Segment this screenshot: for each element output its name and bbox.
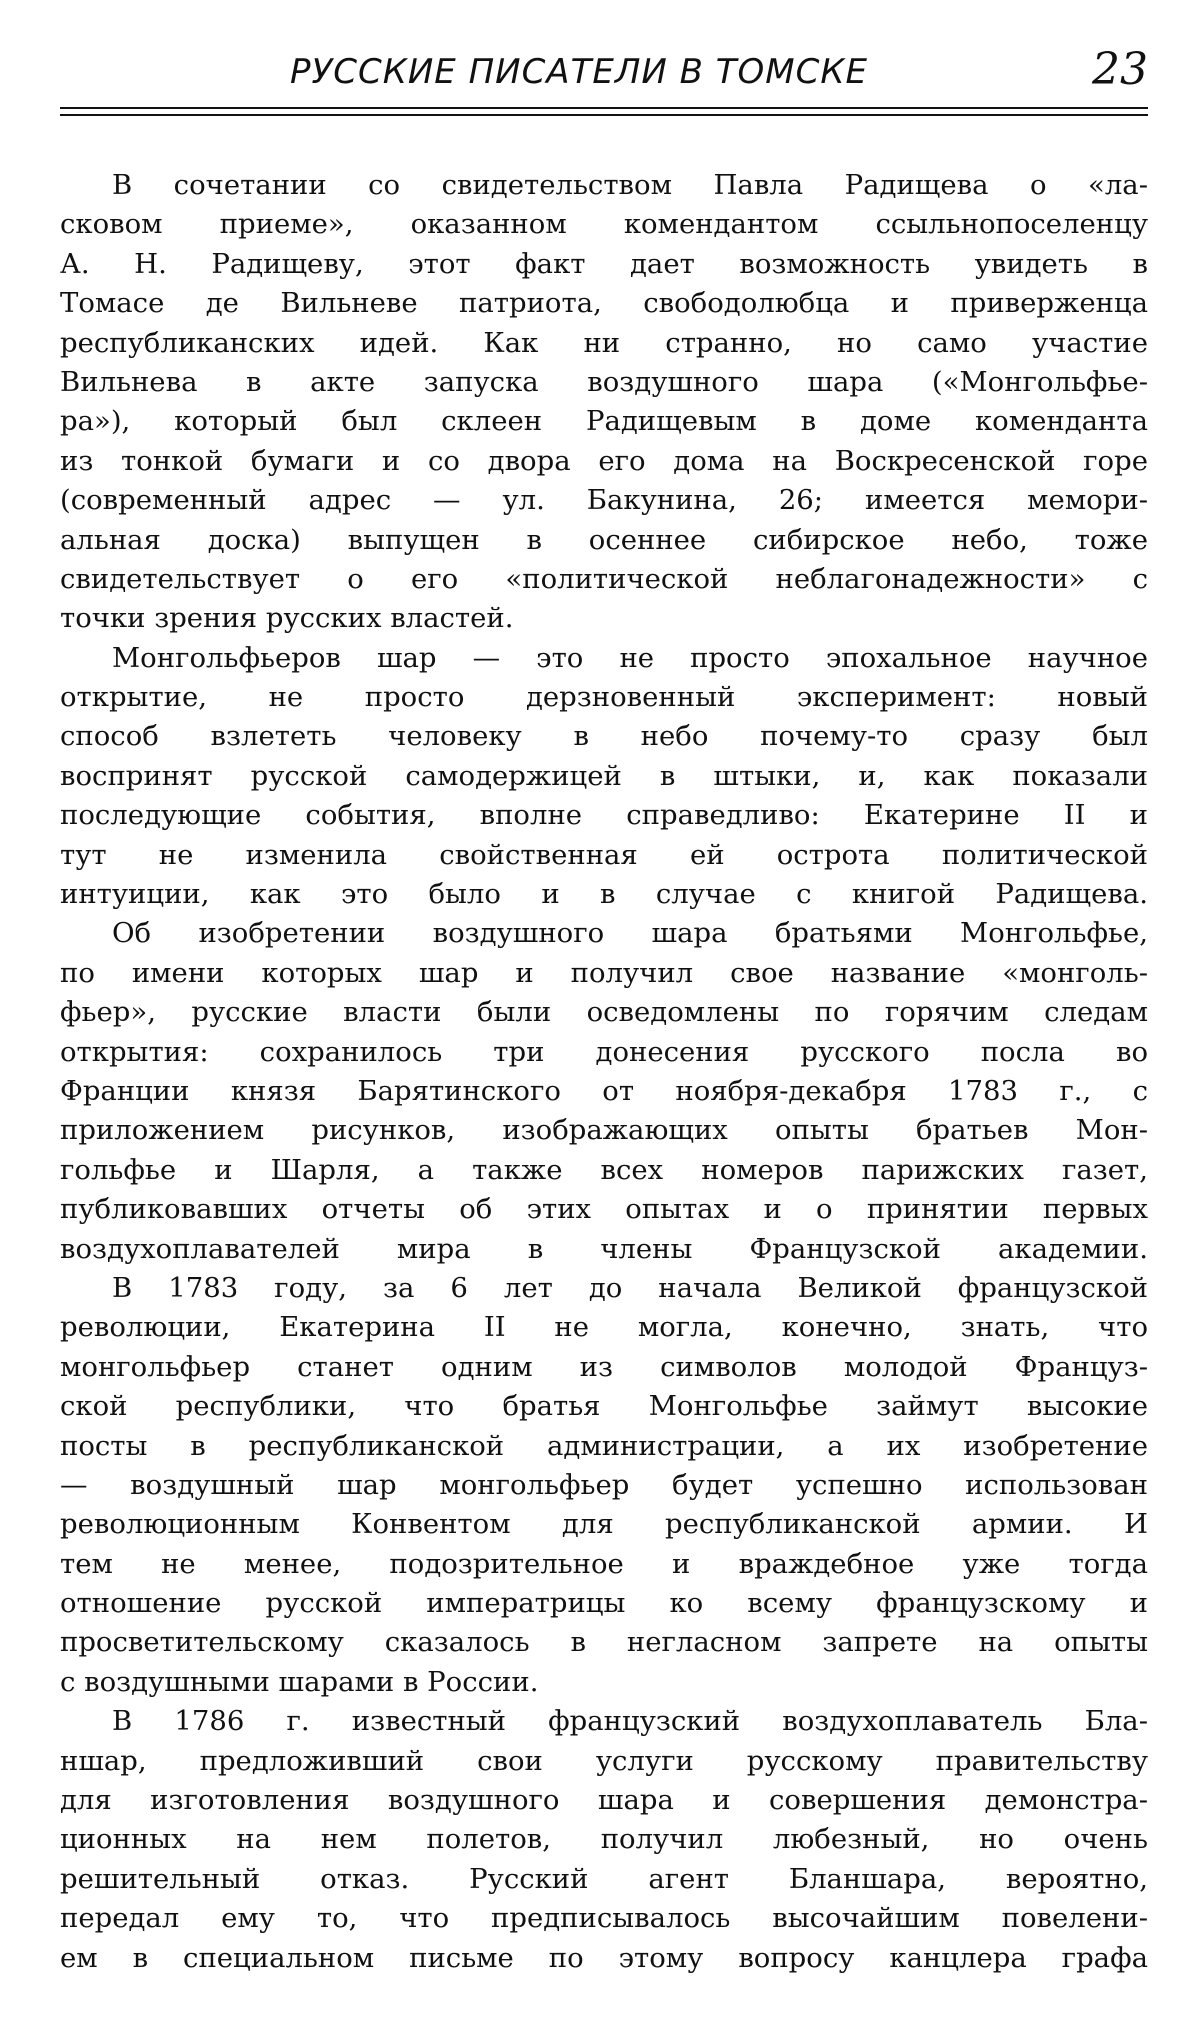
text-line: решительный отказ. Русский агент Бланшара, вероятно, [60,1862,1148,1895]
running-title: РУССКИЕ ПИСАТЕЛИ В ТОМСКЕ [290,52,868,92]
text-line: (современный адрес — ул. Бакунина, 26; имеется мемори- [60,484,1148,517]
text-line: альная доска) выпущен в осеннее сибирское небо, тоже [60,523,1148,556]
text-line: фьер», русские власти были осведомлены по горячим следам [60,996,1148,1029]
text-line: отношение русской императрицы ко всему французскому и [60,1587,1148,1620]
text-line: воспринят русской самодержицей в штыки, и, как показали [60,759,1148,792]
text-line: — воздушный шар монгольфьер будет успешно использован [60,1468,1148,1501]
text-line: тем не менее, подозрительное и враждебное уже тогда [60,1547,1148,1580]
text-line: способ взлететь человеку в небо почему-то сразу был [60,720,1148,753]
text-line: свидетельствует о его «политической неблагонадежности» с [60,562,1148,595]
text-line: передал ему то, что предписывалось высочайшим повелени- [60,1902,1148,1935]
text-line: Вильнева в акте запуска воздушного шара («Монгольфье- [60,365,1148,398]
text-line: республиканских идей. Как ни странно, но само участие [60,326,1148,359]
text-line: ра»), который был склеен Радищевым в доме коменданта [60,405,1148,438]
text-line: революции, Екатерина II не могла, конечно, знать, что [60,1311,1148,1344]
text-line: воздухоплавателей мира в члены Французской академии. [60,1232,1148,1265]
text-line: В 1783 году, за 6 лет до начала Великой французской [112,1271,1148,1304]
text-line: ционных на нем полетов, получил любезный, но очень [60,1823,1148,1856]
text-line: публиковавших отчеты об этих опытах и о принятии первых [60,1193,1148,1226]
text-line: сковом приеме», оказанном комендантом ссыльнопоселенцу [60,208,1148,241]
text-line: с воздушными шарами в России. [60,1665,539,1698]
text-line: тут не изменила свойственная ей острота политической [60,838,1148,871]
text-line: А. Н. Радищеву, этот факт дает возможность увидеть в [60,247,1148,280]
text-line: ем в специальном письме по этому вопросу канцлера графа [60,1941,1148,1974]
text-line: последующие события, вполне справедливо: Екатерине II и [60,799,1148,832]
text-line: ской республики, что братья Монгольфье займут высокие [60,1390,1148,1423]
text-line: точки зрения русских властей. [60,602,514,635]
text-line: В сочетании со свидетельством Павла Радищева о «ла- [112,169,1148,201]
text-line: посты в республиканской администрации, а их изобретение [60,1429,1148,1462]
text-line: для изготовления воздушного шара и совершения демонстра- [60,1784,1148,1817]
running-head [60,38,1148,102]
text-line: ншар, предложивший свои услуги русскому правительству [60,1744,1148,1777]
text-line: революционным Конвентом для республиканской армии. И [60,1508,1148,1541]
body-text [60,166,1148,1978]
text-line: открытие, не просто дерзновенный эксперимент: новый [60,681,1148,714]
text-line: приложением рисунков, изображающих опыты братьев Мон- [60,1114,1148,1147]
text-line: из тонкой бумаги и со двора его дома на Воскресенской горе [60,444,1148,477]
page-number: 23 [1092,44,1148,95]
text-line: просветительскому сказалось в негласном запрете на опыты [60,1626,1148,1659]
text-line: интуиции, как это было и в случае с книгой Радищева. [60,878,1148,911]
text-line: Томасе де Вильневе патриота, свободолюбца и приверженца [60,287,1148,320]
header-rule-top [60,107,1148,109]
text-line: Франции князя Барятинского от ноября-декабря 1783 г., с [60,1074,1148,1107]
text-line: Монгольфьеров шар — это не просто эпохальное научное [112,641,1148,674]
text-line: Об изобретении воздушного шара братьями Монгольфье, [112,917,1148,950]
text-line: открытия: сохранилось три донесения русского посла во [60,1035,1148,1068]
text-line: монгольфьер станет одним из символов молодой Француз- [60,1350,1148,1383]
text-line: гольфье и Шарля, а также всех номеров парижских газет, [60,1153,1148,1186]
header-rule-bottom [60,114,1148,116]
text-line: В 1786 г. известный французский воздухоплаватель Бла- [112,1705,1148,1738]
text-line: по имени которых шар и получил свое название «монголь- [60,956,1148,989]
